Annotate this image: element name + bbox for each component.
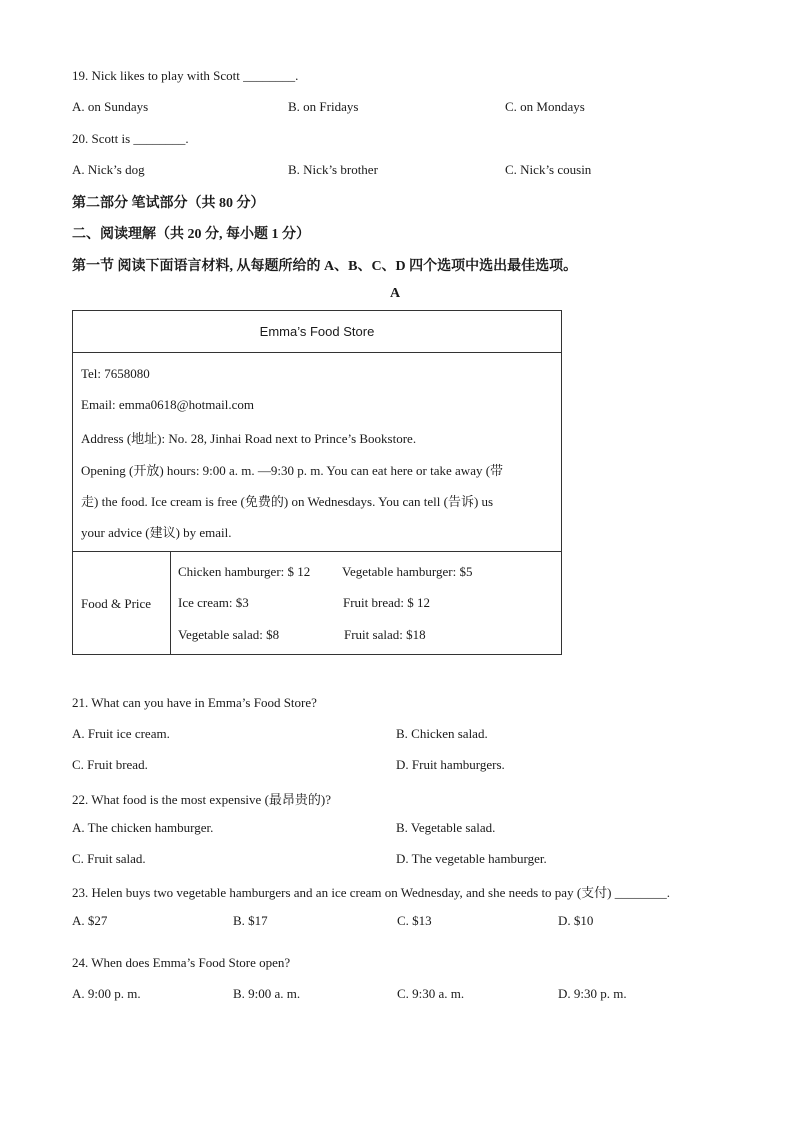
question-23-option-d[interactable]: D. $10 — [558, 913, 594, 928]
question-24-option-b[interactable]: B. 9:00 a. m. — [233, 986, 301, 1001]
question-22-option-c[interactable]: C. Fruit salad. — [72, 851, 146, 866]
question-21-option-b[interactable]: B. Chicken salad. — [396, 726, 488, 741]
food-item: Fruit salad: $18 — [344, 627, 426, 642]
question-23-stem: 23. Helen buys two vegetable hamburgers and an ice cream on Wednesday, and she needs to pay (支付) ________. — [72, 885, 670, 900]
question-21-option-a[interactable]: A. Fruit ice cream. — [72, 726, 170, 741]
question-19-option-b[interactable]: B. on Fridays — [288, 99, 359, 114]
question-19-option-a[interactable]: A. on Sundays — [72, 99, 149, 114]
question-24-option-c[interactable]: C. 9:30 a. m. — [397, 986, 465, 1001]
question-22-stem: 22. What food is the most expensive (最昂贵的)? — [72, 792, 331, 807]
question-23-option-c[interactable]: C. $13 — [397, 913, 432, 928]
store-opening-line-3: your advice (建议) by email. — [81, 525, 232, 540]
question-20-option-a[interactable]: A. Nick’s dog — [72, 162, 145, 177]
store-email: Email: emma0618@hotmail.com — [81, 397, 254, 412]
store-title: Emma’s Food Store — [73, 311, 561, 353]
question-23-option-b[interactable]: B. $17 — [233, 913, 268, 928]
food-item: Fruit bread: $ 12 — [343, 595, 431, 610]
question-23-option-a[interactable]: A. $27 — [72, 913, 108, 928]
store-address: Address (地址): No. 28, Jinhai Road next to Prince’s Bookstore. — [81, 431, 417, 446]
store-tel: Tel: 7658080 — [81, 366, 150, 381]
food-price-list — [171, 552, 563, 655]
food-item: Ice cream: $3 — [178, 595, 249, 610]
question-24-stem: 24. When does Emma’s Food Store open? — [72, 955, 291, 970]
store-opening-line-2: 走) the food. Ice cream is free (免费的) on Wednesdays. You can tell (告诉) us — [81, 494, 494, 509]
question-22-option-b[interactable]: B. Vegetable salad. — [396, 820, 496, 835]
question-20-option-c[interactable]: C. Nick’s cousin — [505, 162, 592, 177]
question-19-option-c[interactable]: C. on Mondays — [505, 99, 585, 114]
question-21-stem: 21. What can you have in Emma’s Food Store? — [72, 695, 317, 710]
question-24-option-d[interactable]: D. 9:30 p. m. — [558, 986, 627, 1001]
store-info-block — [73, 353, 561, 552]
store-opening-line-1: Opening (开放) hours: 9:00 a. m. —9:30 p. m. You can eat here or take away (带 — [81, 463, 504, 478]
food-item: Vegetable salad: $8 — [178, 627, 280, 642]
question-22-option-a[interactable]: A. The chicken hamburger. — [72, 820, 214, 835]
question-24-option-a[interactable]: A. 9:00 p. m. — [72, 986, 141, 1001]
food-item: Vegetable hamburger: $5 — [342, 564, 473, 579]
reading-section-heading: 二、阅读理解（共 20 分, 每小题 1 分） — [72, 227, 310, 242]
question-20-stem: 20. Scott is ________. — [72, 131, 189, 146]
part-two-heading: 第二部分 笔试部分（共 80 分） — [72, 196, 265, 211]
question-21-option-d[interactable]: D. Fruit hamburgers. — [396, 757, 505, 772]
food-item: Chicken hamburger: $ 12 — [178, 564, 311, 579]
passage-label: A — [390, 286, 401, 301]
store-info-table — [72, 310, 562, 655]
question-19-stem: 19. Nick likes to play with Scott ________. — [72, 68, 299, 83]
reading-instruction: 第一节 阅读下面语言材料, 从每题所给的 A、B、C、D 四个选项中选出最佳选项。 — [72, 259, 578, 274]
question-20-option-b[interactable]: B. Nick’s brother — [288, 162, 378, 177]
question-21-option-c[interactable]: C. Fruit bread. — [72, 757, 148, 772]
food-price-label: Food & Price — [73, 552, 171, 655]
question-22-option-d[interactable]: D. The vegetable hamburger. — [396, 851, 547, 866]
